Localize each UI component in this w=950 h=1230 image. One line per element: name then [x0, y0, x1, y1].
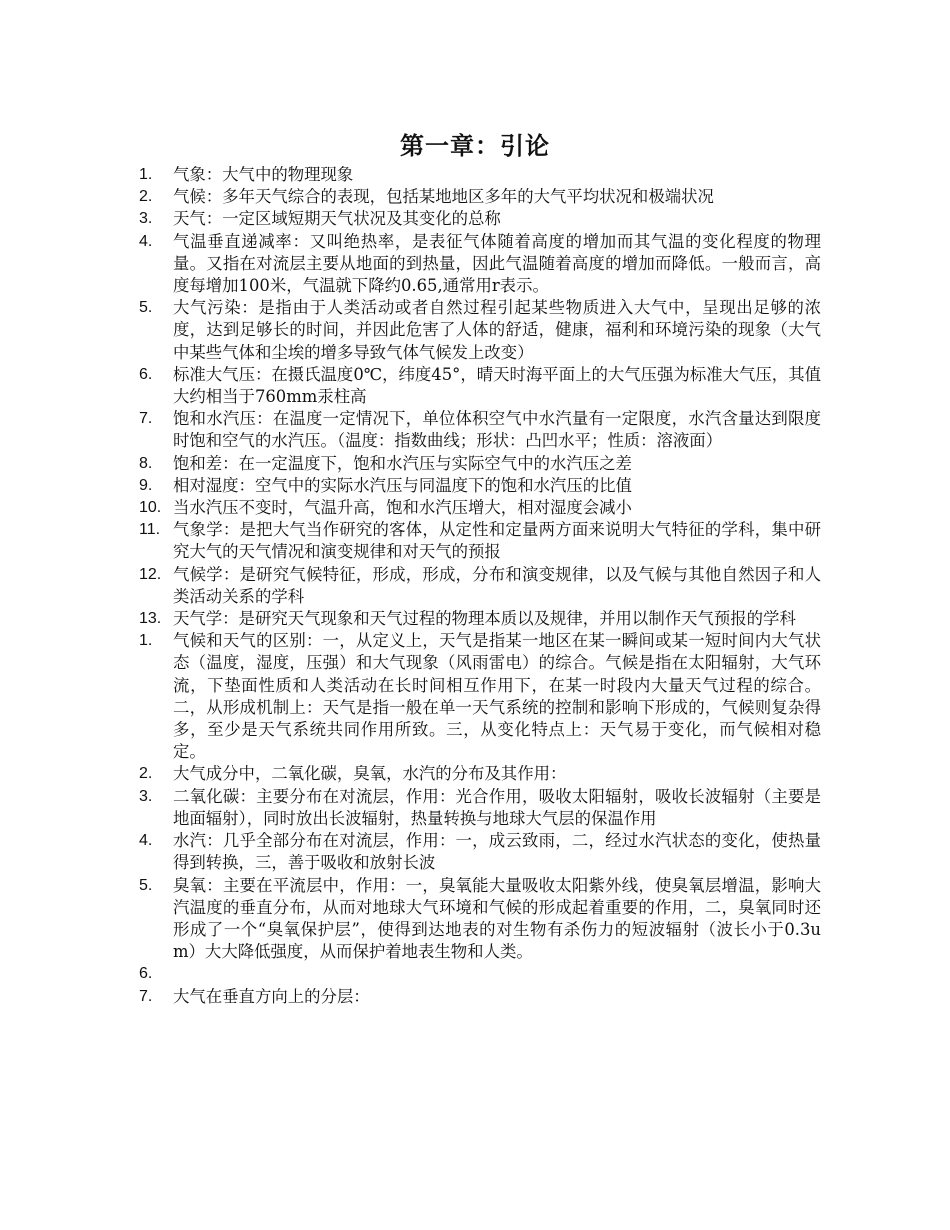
item-number: 1.	[139, 166, 153, 183]
item-text: 标准大气压：在摄氏温度0℃，纬度45°，晴天时海平面上的大气压强为标准大气压，其值大约相当于760mm汞柱高	[173, 364, 821, 407]
list-item	[139, 475, 821, 497]
item-text: 饱和水汽压：在温度一定情况下，单位体积空气中水汽量有一定限度，水汽含量达到限度时饱和空气的水汽压。（温度：指数曲线；形状：凸凹水平；性质：溶液面）	[173, 409, 821, 451]
item-number: 7.	[139, 410, 153, 428]
item-number: 8.	[139, 454, 153, 472]
list-item	[139, 786, 821, 830]
item-number: 5.	[139, 876, 153, 894]
item-number: 6.	[139, 365, 153, 383]
list-item	[139, 164, 821, 186]
list-item	[139, 408, 821, 452]
item-text: 水汽：几乎全部分布在对流层，作用：一，成云致雨，二，经过水汽状态的变化，使热量得到转换，三，善于吸收和放射长波	[173, 831, 821, 873]
item-number: 2.	[139, 765, 153, 783]
item-text: 气候：多年天气综合的表现，包括某地地区多年的大气平均状况和极端状况	[173, 187, 714, 207]
item-number: 7.	[139, 987, 153, 1005]
item-text: 二氧化碳：主要分布在对流层，作用：光合作用，吸收太阳辐射，吸收长波辐射（主要是地面辐射），同时放出长波辐射，热量转换与地球大气层的保温作用	[173, 786, 821, 828]
definition-list	[0, 164, 950, 1008]
item-number: 11.	[139, 521, 161, 539]
item-text: 大气污染：是指由于人类活动或者自然过程引起某些物质进入大气中，呈现出足够的浓度，达到足够长的时间，并因此危害了人体的舒适，健康，福利和环境污染的现象（大气中某些气体和尘埃的增多导致气体气候发上改变）	[173, 298, 821, 362]
list-item	[139, 497, 821, 519]
item-text: 气温垂直递减率：又叫绝热率，是表征气体随着高度的增加而其气温的变化程度的物理量。又指在对流层主要从地面的到热量，因此气温随着高度的增加而降低。一般而言，高度每增加100米，气温就下降约0.65,通常用r表示。	[173, 231, 821, 296]
list-item	[139, 608, 821, 630]
list-item	[139, 630, 821, 763]
item-text: 相对湿度：空气中的实际水汽压与同温度下的饱和水汽压的比值	[173, 475, 632, 495]
list-item	[139, 186, 821, 208]
item-text: 天气学：是研究天气现象和天气过程的物理本质以及规律，并用以制作天气预报的学科	[173, 609, 796, 629]
item-number: 12.	[139, 565, 162, 583]
list-item	[139, 875, 821, 964]
chapter-title: 第一章：引论	[400, 131, 550, 160]
list-item	[139, 519, 821, 563]
item-text: 大气在垂直方向上的分层：	[173, 986, 370, 1006]
list-item	[139, 986, 821, 1008]
item-number: 9.	[139, 476, 153, 494]
item-number: 6.	[139, 965, 153, 983]
item-number: 1.	[139, 632, 153, 650]
item-number: 4.	[139, 232, 153, 250]
list-item	[139, 830, 821, 874]
list-item	[139, 453, 821, 475]
list-item	[139, 564, 821, 608]
item-text: 饱和差：在一定温度下，饱和水汽压与实际空气中的水汽压之差	[173, 453, 632, 473]
item-number: 4.	[139, 832, 153, 850]
item-text: 当水汽压不变时，气温升高，饱和水汽压增大，相对湿度会减小	[173, 498, 632, 518]
list-item	[139, 963, 821, 985]
item-number: 2.	[139, 188, 153, 206]
item-text: 大气成分中，二氧化碳，臭氧，水汽的分布及其作用：	[173, 764, 567, 784]
list-item	[139, 297, 821, 364]
item-text: 天气：一定区域短期天气状况及其变化的总称	[173, 209, 501, 229]
list-item	[139, 208, 821, 230]
item-text	[173, 963, 821, 985]
item-number: 5.	[139, 299, 153, 317]
item-text: 气象学：是把大气当作研究的客体，从定性和定量两方面来说明大气特征的学科，集中研究大气的天气情况和演变规律和对天气的预报	[173, 520, 821, 562]
item-number: 10.	[139, 499, 162, 517]
item-text: 气候和天气的区别：一，从定义上，天气是指某一地区在某一瞬间或某一短时间内大气状态（温度，湿度，压强）和大气现象（风雨雷电）的综合。气候是指在太阳辐射，大气环流，下垫面性质和人类活动在长时间相互作用下，在某一时段内大量天气过程的综合。二，从形成机制上：天气是指一般在单一天气系统的控制和影响下形成的，气候则复杂得多，至少是天气系统共同作用所致。三，从变化特点上：天气易于变化，而气候相对稳定。	[173, 631, 821, 762]
item-number: 3.	[139, 787, 153, 805]
item-text: 臭氧：主要在平流层中，作用：一，臭氧能大量吸收太阳紫外线，使臭氧层增温，影响大汽温度的垂直分布，从而对地球大气环境和气候的形成起着重要的作用，二，臭氧同时还形成了一个“臭氧保护层”，使得到达地表的对生物有杀伤力的短波辐射（波长小于0.3um）大大降低强度，从而保护着地表生物和人类。	[173, 875, 821, 962]
list-item	[139, 231, 821, 298]
item-text: 气候学：是研究气候特征，形成，形成，分布和演变规律，以及气候与其他自然因子和人类活动关系的学科	[173, 564, 821, 606]
list-item	[139, 763, 821, 785]
item-number: 13.	[139, 610, 162, 628]
list-item	[139, 364, 821, 408]
item-text: 气象：大气中的物理现象	[173, 165, 354, 184]
item-number: 3.	[139, 210, 153, 228]
